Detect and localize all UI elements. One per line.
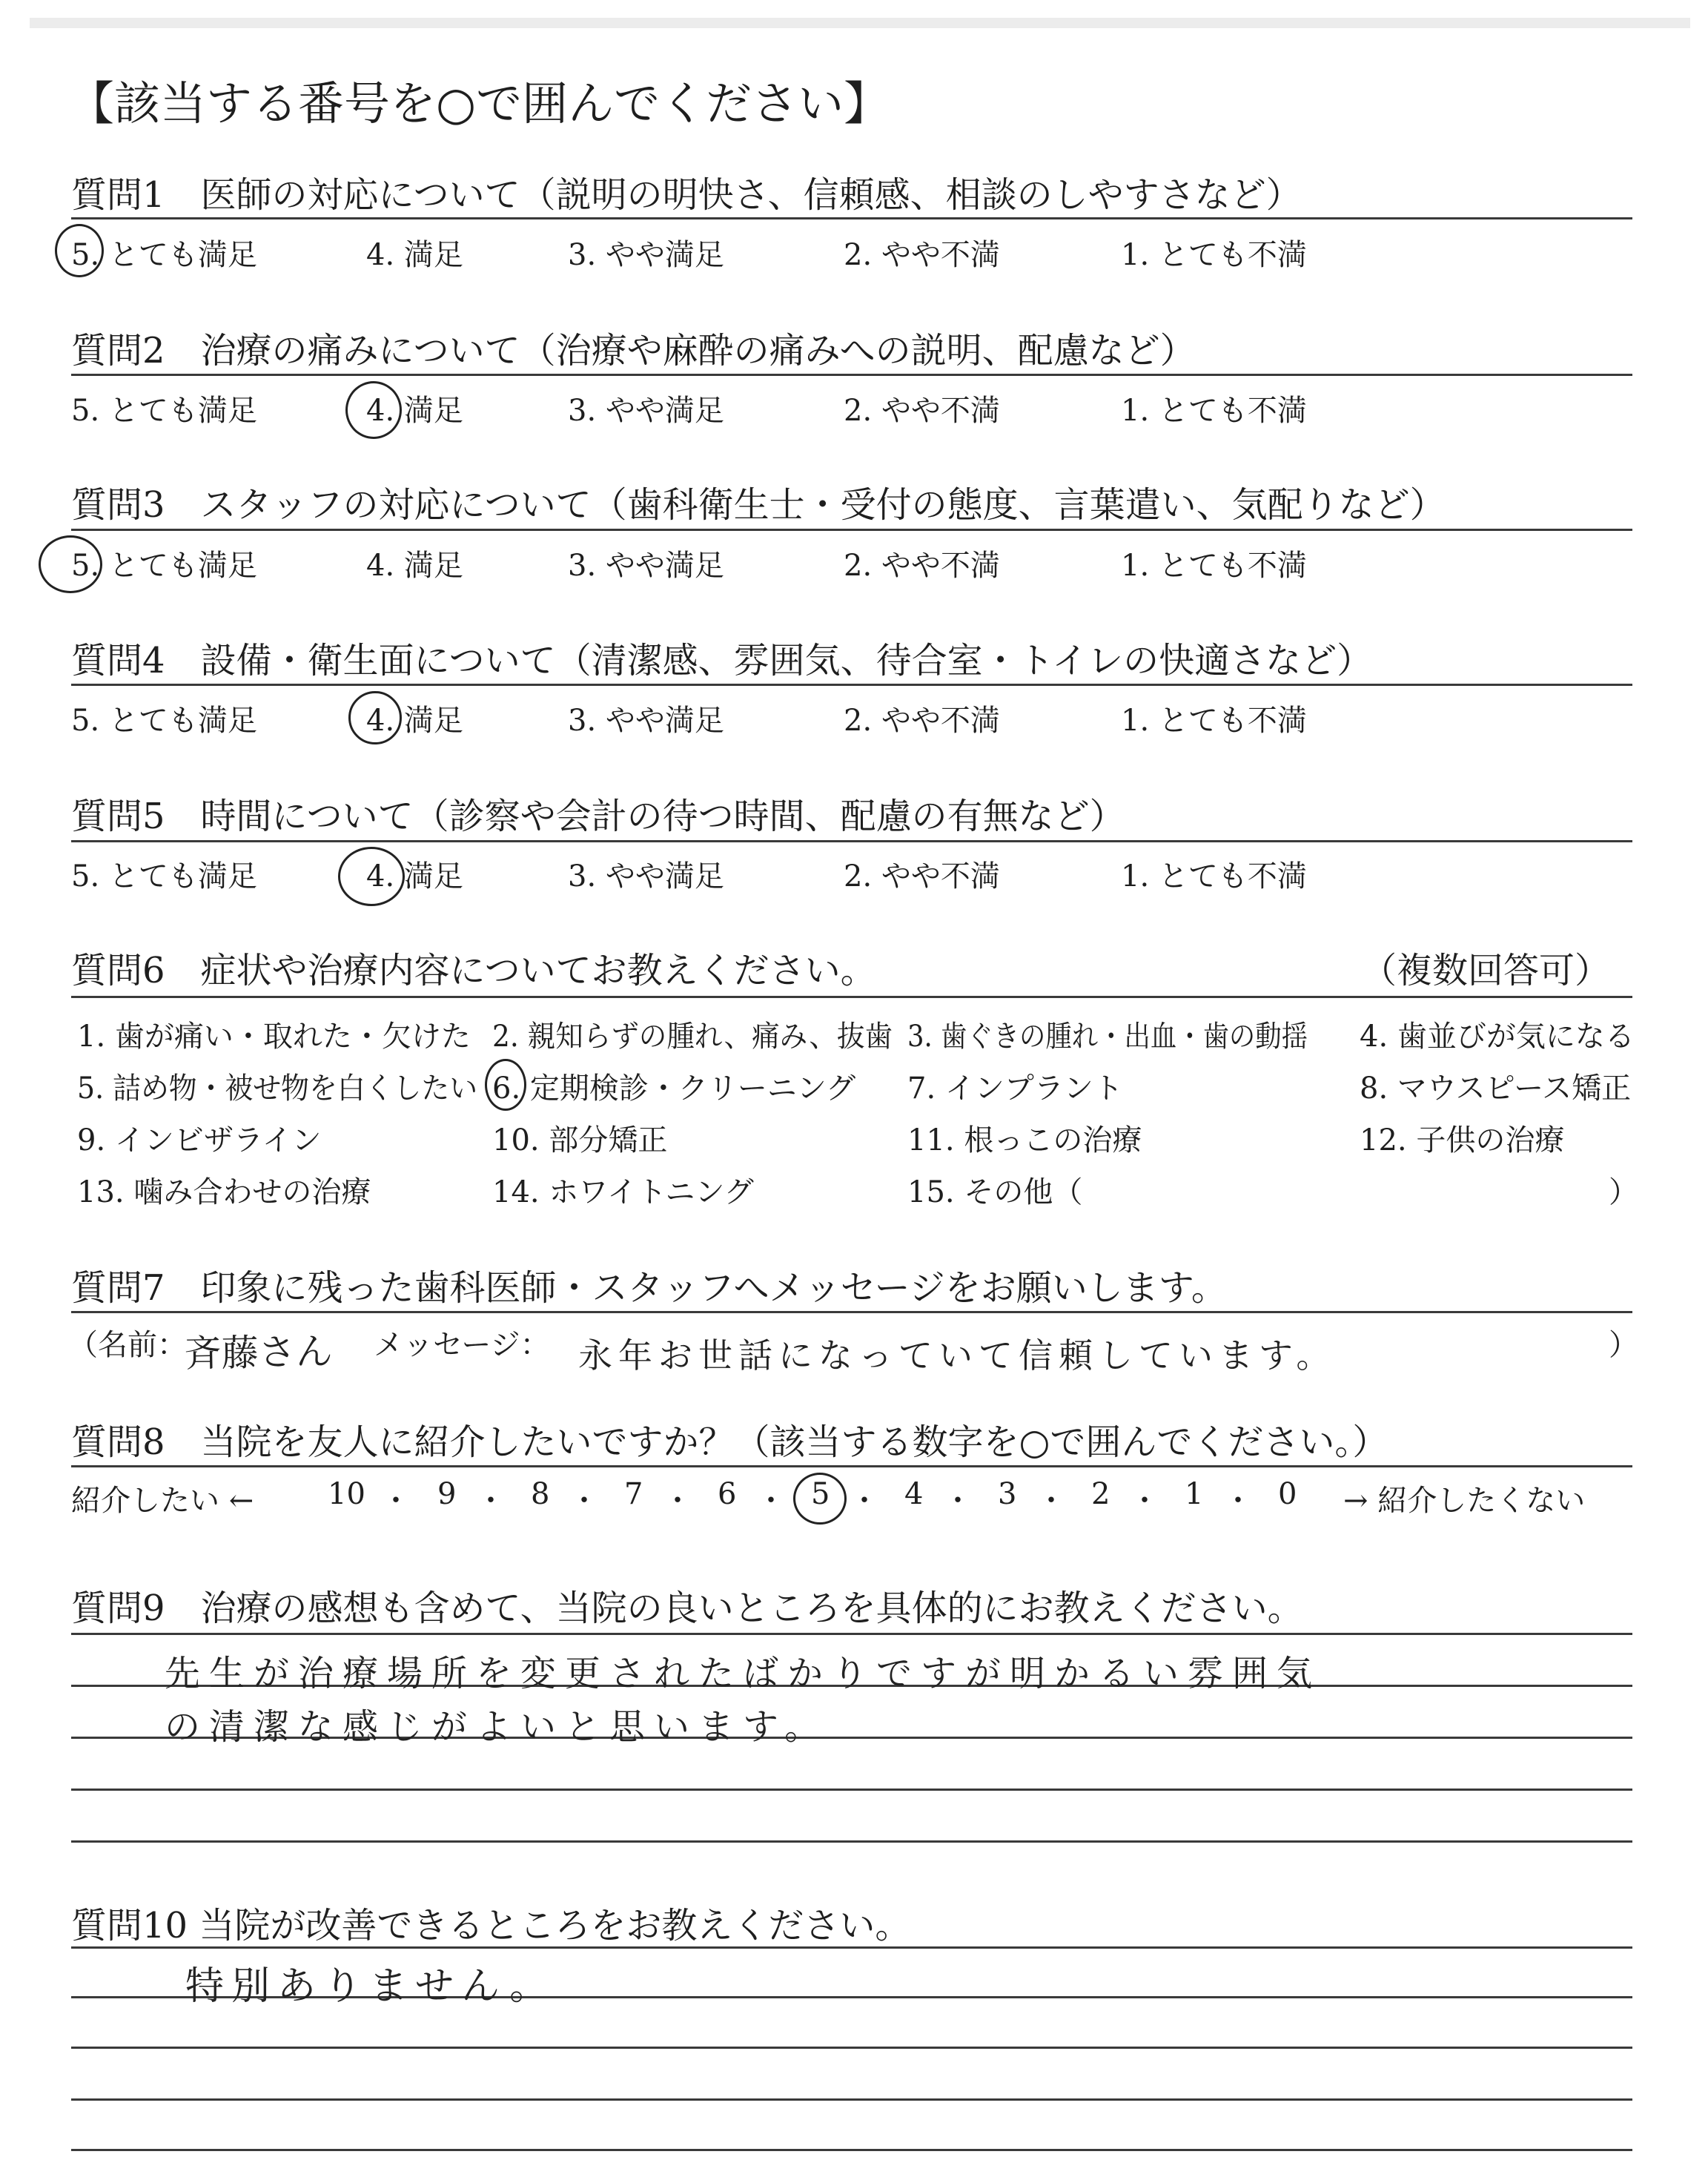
q6-item-1[interactable]: 1. 歯が痛い・取れた・欠けた bbox=[77, 1020, 471, 1054]
question-2-rule bbox=[71, 374, 1632, 376]
q8-scale-8[interactable]: 8 bbox=[531, 1477, 550, 1511]
q5-answer-circle bbox=[338, 847, 405, 906]
q10-writing-line bbox=[71, 2149, 1632, 2151]
question-3-title: 質問3 スタッフの対応について（歯科衛生士・受付の態度、言葉遣い、気配りなど） bbox=[71, 484, 1446, 526]
q8-scale-5[interactable]: 5 bbox=[811, 1477, 830, 1511]
question-7-title: 質問7 印象に残った歯科医師・スタッフへメッセージをお願いします。 bbox=[71, 1267, 1227, 1309]
question-6-note: （複数回答可） bbox=[1361, 950, 1611, 991]
q8-right-label: → 紹介したくない bbox=[1343, 1484, 1586, 1518]
q7-name-value[interactable]: 斉藤さん bbox=[184, 1330, 334, 1375]
q5-option-1[interactable]: 1. とても不満 bbox=[1121, 859, 1307, 894]
q8-scale-0[interactable]: 0 bbox=[1278, 1477, 1297, 1511]
q1-option-3[interactable]: 3. やや満足 bbox=[568, 238, 724, 272]
q8-scale-separator: ・ bbox=[1130, 1484, 1159, 1518]
q4-option-3[interactable]: 3. やや満足 bbox=[568, 704, 724, 738]
q10-writing-line bbox=[71, 2098, 1632, 2101]
q10-writing-line bbox=[71, 2047, 1632, 2049]
q7-close-paren: ） bbox=[1609, 1328, 1638, 1362]
q8-scale-separator: ・ bbox=[1036, 1484, 1066, 1518]
q2-option-2[interactable]: 2. やや不満 bbox=[844, 394, 1000, 428]
q1-option-1[interactable]: 1. とても不満 bbox=[1121, 238, 1307, 272]
question-10-rule bbox=[71, 1946, 1632, 1949]
q8-scale-separator: ・ bbox=[663, 1484, 692, 1518]
q8-scale-separator: ・ bbox=[943, 1484, 973, 1518]
q4-option-2[interactable]: 2. やや不満 bbox=[844, 704, 1000, 738]
question-6-rule bbox=[71, 996, 1632, 998]
q8-scale-6[interactable]: 6 bbox=[718, 1477, 737, 1511]
question-10-title: 質問10 当院が改善できるところをお教えください。 bbox=[71, 1905, 911, 1946]
q5-option-3[interactable]: 3. やや満足 bbox=[568, 859, 724, 894]
q3-answer-circle bbox=[39, 535, 102, 593]
q8-scale-separator: ・ bbox=[756, 1484, 786, 1518]
q5-option-2[interactable]: 2. やや不満 bbox=[844, 859, 1000, 894]
question-8-title: 質問8 当院を友人に紹介したいですか？（該当する数字を○で囲んでください。） bbox=[71, 1421, 1388, 1463]
q6-item-3[interactable]: 3. 歯ぐきの腫れ・出血・歯の動揺 bbox=[907, 1020, 1308, 1054]
q6-item-9[interactable]: 9. インビザライン bbox=[77, 1123, 322, 1157]
q6-item-7[interactable]: 7. インプラント bbox=[907, 1071, 1123, 1106]
question-4-rule bbox=[71, 684, 1632, 686]
instruction-header: 【該当する番号を○で囲んでください】 bbox=[68, 76, 890, 131]
q5-option-5[interactable]: 5. とても満足 bbox=[71, 859, 257, 894]
q2-option-4[interactable]: 4. 満足 bbox=[366, 394, 463, 428]
q6-item-11[interactable]: 11. 根っこの治療 bbox=[907, 1123, 1142, 1157]
q2-answer-circle bbox=[345, 381, 402, 439]
q6-answer-circle bbox=[485, 1059, 526, 1111]
q3-option-4[interactable]: 4. 満足 bbox=[366, 549, 463, 583]
question-9-rule bbox=[71, 1633, 1632, 1635]
q8-scale-separator: ・ bbox=[381, 1484, 411, 1518]
q6-item-4[interactable]: 4. 歯並びが気になる bbox=[1360, 1020, 1635, 1054]
q6-other-close-paren: ） bbox=[1609, 1175, 1638, 1209]
question-2-title: 質問2 治療の痛みについて（治療や麻酔の痛みへの説明、配慮など） bbox=[71, 330, 1196, 371]
q3-option-2[interactable]: 2. やや不満 bbox=[844, 549, 1000, 583]
q1-option-2[interactable]: 2. やや不満 bbox=[844, 238, 1000, 272]
q6-item-15[interactable]: 15. その他（ bbox=[907, 1175, 1083, 1209]
q1-answer-circle bbox=[55, 224, 104, 277]
q8-scale-3[interactable]: 3 bbox=[998, 1477, 1017, 1511]
q8-scale-7[interactable]: 7 bbox=[624, 1477, 643, 1511]
q8-left-label: 紹介したい ← bbox=[71, 1484, 254, 1518]
q8-scale-separator: ・ bbox=[850, 1484, 879, 1518]
scan-top-edge bbox=[30, 18, 1690, 28]
question-1-title: 質問1 医師の対応について（説明の明快さ、信頼感、相談のしやすさなど） bbox=[71, 174, 1302, 216]
q6-item-12[interactable]: 12. 子供の治療 bbox=[1360, 1123, 1565, 1157]
q4-option-4[interactable]: 4. 満足 bbox=[366, 704, 463, 738]
q4-option-1[interactable]: 1. とても不満 bbox=[1121, 704, 1307, 738]
q3-option-5[interactable]: 5. とても満足 bbox=[71, 549, 257, 583]
question-5-rule bbox=[71, 840, 1632, 842]
q2-option-1[interactable]: 1. とても不満 bbox=[1121, 394, 1307, 428]
q8-scale-4[interactable]: 4 bbox=[904, 1477, 924, 1511]
question-8-rule bbox=[71, 1465, 1632, 1467]
question-4-title: 質問4 設備・衛生面について（清潔感、雰囲気、待合室・トイレの快適さなど） bbox=[71, 640, 1373, 681]
q10-answer-line-1[interactable]: 特別ありません。 bbox=[185, 1964, 556, 2009]
q1-option-4[interactable]: 4. 満足 bbox=[366, 238, 463, 272]
q9-writing-line bbox=[71, 1789, 1632, 1791]
q7-name-label: （名前： bbox=[68, 1328, 187, 1362]
question-6-title: 質問6 症状や治療内容についてお教えください。 bbox=[71, 950, 876, 991]
q8-scale-9[interactable]: 9 bbox=[437, 1477, 457, 1511]
q8-scale-separator: ・ bbox=[1223, 1484, 1253, 1518]
q3-option-3[interactable]: 3. やや満足 bbox=[568, 549, 724, 583]
q3-option-1[interactable]: 1. とても不満 bbox=[1121, 549, 1307, 583]
q7-message-label: メッセージ： bbox=[374, 1328, 550, 1362]
question-3-rule bbox=[71, 529, 1632, 531]
question-1-rule bbox=[71, 217, 1632, 219]
q6-item-10[interactable]: 10. 部分矯正 bbox=[492, 1123, 668, 1157]
q6-item-13[interactable]: 13. 噛み合わせの治療 bbox=[77, 1175, 371, 1209]
q6-item-14[interactable]: 14. ホワイトニング bbox=[492, 1175, 754, 1209]
q2-option-3[interactable]: 3. やや満足 bbox=[568, 394, 724, 428]
q8-answer-circle bbox=[793, 1473, 847, 1525]
q8-scale-separator: ・ bbox=[476, 1484, 506, 1518]
q1-option-5[interactable]: 5. とても満足 bbox=[71, 238, 257, 272]
q9-writing-line bbox=[71, 1840, 1632, 1843]
question-7-rule bbox=[71, 1311, 1632, 1313]
q5-option-4[interactable]: 4. 満足 bbox=[366, 859, 463, 894]
q6-item-5[interactable]: 5. 詰め物・被せ物を白くしたい bbox=[77, 1071, 478, 1106]
q2-option-5[interactable]: 5. とても満足 bbox=[71, 394, 257, 428]
q4-option-5[interactable]: 5. とても満足 bbox=[71, 704, 257, 738]
q4-answer-circle bbox=[348, 691, 402, 744]
q9-answer-line-2[interactable]: の清潔な感じがよいと思います。 bbox=[165, 1706, 830, 1748]
q6-item-8[interactable]: 8. マウスピース矯正 bbox=[1360, 1071, 1632, 1106]
q8-scale-1[interactable]: 1 bbox=[1185, 1477, 1204, 1511]
q7-message-value[interactable]: 永年お世話になっていて信頼しています。 bbox=[578, 1335, 1337, 1375]
q6-item-2[interactable]: 2. 親知らずの腫れ、痛み、抜歯 bbox=[492, 1020, 893, 1054]
q9-answer-line-1[interactable]: 先生が治療場所を変更されたばかりですが明かるい雰囲気 bbox=[165, 1653, 1322, 1694]
question-9-title: 質問9 治療の感想も含めて、当院の良いところを具体的にお教えください。 bbox=[71, 1588, 1303, 1629]
question-5-title: 質問5 時間について（診察や会計の待つ時間、配慮の有無など） bbox=[71, 796, 1125, 837]
q8-scale-separator: ・ bbox=[569, 1484, 599, 1518]
q8-scale-2[interactable]: 2 bbox=[1091, 1477, 1110, 1511]
q6-item-6[interactable]: 6. 定期検診・クリーニング bbox=[492, 1071, 856, 1106]
q8-scale-10[interactable]: 10 bbox=[328, 1477, 365, 1511]
